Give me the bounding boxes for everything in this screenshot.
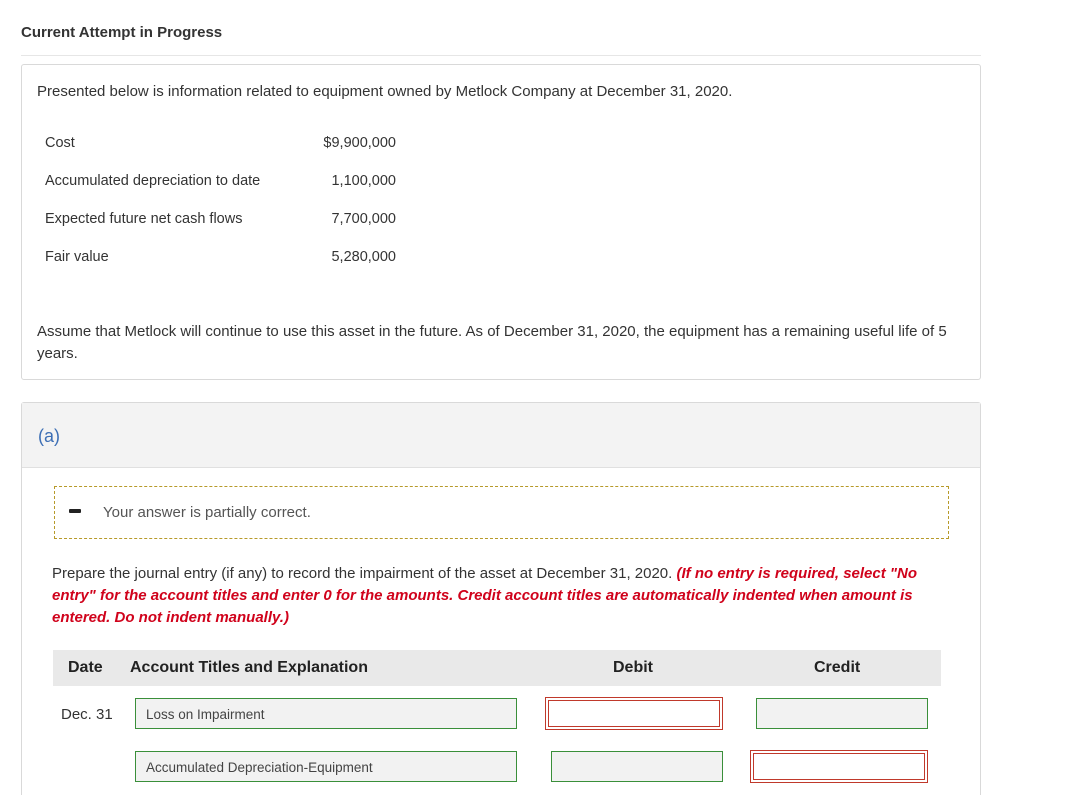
partial-correct-icon bbox=[69, 509, 81, 513]
problem-intro: Presented below is information related to equipment owned by Metlock Company at December 31, 2020. bbox=[37, 83, 733, 100]
info-value-cash-flows: 7,700,000 bbox=[331, 211, 396, 227]
part-label: (a) bbox=[38, 426, 60, 446]
info-value-fair-value: 5,280,000 bbox=[331, 249, 396, 265]
row-2-account-select[interactable]: Accumulated Depreciation-Equipment bbox=[135, 751, 517, 782]
row-1-debit-inner bbox=[548, 700, 720, 727]
col-header-credit: Credit bbox=[814, 659, 861, 676]
instruction-note: (If no entry is required, select "No entry" for the account titles and enter 0 for the amounts. Credit account titles are automatically indented when amount is entered. Do not indent manually.) bbox=[52, 565, 917, 626]
info-label-cost: Cost bbox=[45, 135, 75, 151]
row-1-debit-input[interactable] bbox=[545, 697, 723, 730]
page-title: Current Attempt in Progress bbox=[21, 24, 223, 41]
row-1-account-select[interactable]: Loss on Impairment bbox=[135, 698, 517, 729]
assumption-text: Assume that Metlock will continue to use this asset in the future. As of December 31, 2020, the equipment has a remaining useful life of 5 years. bbox=[37, 323, 947, 362]
info-value-accum-dep: 1,100,000 bbox=[331, 173, 396, 189]
row-2-debit-input[interactable] bbox=[551, 751, 723, 782]
instruction-text bbox=[52, 563, 952, 629]
row-2-credit-inner bbox=[753, 753, 925, 780]
row-1-date: Dec. 31 bbox=[61, 706, 113, 723]
journal-table-header bbox=[53, 650, 941, 686]
feedback-banner bbox=[54, 486, 949, 539]
instruction-main: Prepare the journal entry (if any) to record the impairment of the asset at December 31, 2020. bbox=[52, 565, 673, 582]
col-header-debit: Debit bbox=[613, 659, 653, 676]
part-a-header bbox=[22, 403, 980, 468]
header-divider bbox=[21, 55, 981, 56]
problem-info-panel bbox=[21, 64, 981, 380]
feedback-text: Your answer is partially correct. bbox=[103, 504, 311, 521]
info-label-cash-flows: Expected future net cash flows bbox=[45, 211, 243, 227]
part-a-panel bbox=[21, 402, 981, 795]
col-header-account: Account Titles and Explanation bbox=[130, 659, 368, 676]
col-header-date: Date bbox=[68, 659, 103, 676]
row-2-credit-input[interactable] bbox=[750, 750, 928, 783]
info-label-accum-dep: Accumulated depreciation to date bbox=[45, 173, 261, 189]
row-1-credit-input[interactable] bbox=[756, 698, 928, 729]
info-value-cost: $9,900,000 bbox=[323, 135, 396, 151]
info-label-fair-value: Fair value bbox=[45, 249, 109, 265]
